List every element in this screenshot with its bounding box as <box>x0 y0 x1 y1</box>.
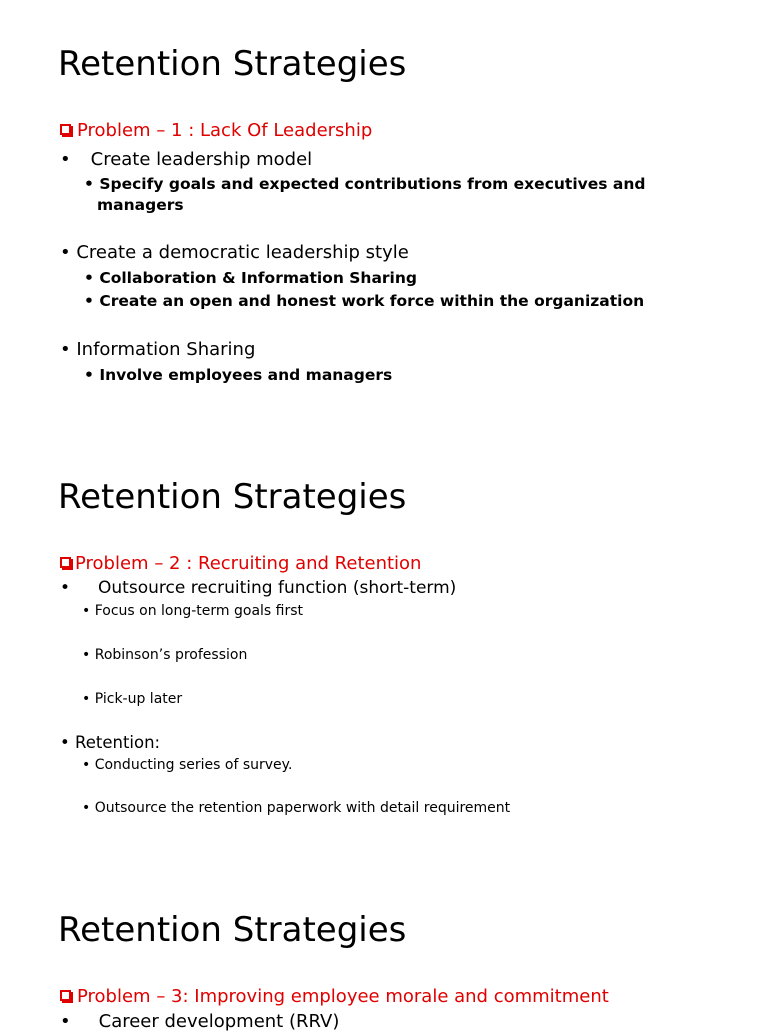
bullet-icon: • <box>84 292 94 310</box>
bullet-icon: • <box>60 733 70 752</box>
slide-2-subitem-3: • Pick-up later <box>82 691 183 707</box>
slide-1-subitem-1-continued: managers <box>97 196 184 214</box>
slide-3-problem-heading: Problem – 3: Improving employee morale and commitment <box>60 986 609 1007</box>
checkbox-square-icon <box>60 124 71 135</box>
slide-2-subitem-1: • Focus on long-term goals first <box>82 603 304 619</box>
slide-1-item-2: • Create a democratic leadership style <box>60 242 409 263</box>
slide-2-subitem-4: • Conducting series of survey. <box>82 757 293 773</box>
slide-1-title: Retention Strategies <box>58 44 407 84</box>
slide-1-subitem-3: • Create an open and honest work force within the organization <box>84 292 645 310</box>
bullet-icon: • <box>82 603 91 619</box>
slide-2-problem-heading: Problem – 2 : Recruiting and Retention <box>60 553 421 574</box>
bullet-icon: • <box>82 757 91 773</box>
slide-1-problem-heading: Problem – 1 : Lack Of Leadership <box>60 120 372 141</box>
bullet-icon: • <box>60 1011 71 1032</box>
checkbox-square-icon <box>60 557 71 568</box>
slide-1-item-1: • Create leadership model <box>60 149 313 170</box>
bullet-icon: • <box>84 175 94 193</box>
bullet-icon: • <box>82 691 91 707</box>
slide-3-title: Retention Strategies <box>58 910 407 950</box>
bullet-icon: • <box>60 149 71 170</box>
bullet-icon: • <box>60 578 71 598</box>
bullet-icon: • <box>84 366 94 384</box>
checkbox-square-icon <box>60 990 71 1001</box>
slide-2-item-2: • Retention: <box>60 733 161 752</box>
bullet-icon: • <box>84 269 94 287</box>
slide-2-title: Retention Strategies <box>58 477 407 517</box>
slide-3-item-1: • Career development (RRV) <box>60 1011 340 1032</box>
slide-2-subitem-5: • Outsource the retention paperwork with detail requirement <box>82 800 511 816</box>
slide-1-subitem-4: • Involve employees and managers <box>84 366 393 384</box>
bullet-icon: • <box>82 647 91 663</box>
bullet-icon: • <box>60 339 71 360</box>
bullet-icon: • <box>60 242 71 263</box>
slide-1-subitem-1: • Specify goals and expected contributions from executives and <box>84 175 646 193</box>
slide-1-item-3: • Information Sharing <box>60 339 256 360</box>
bullet-icon: • <box>82 800 91 816</box>
slide-1-subitem-2: • Collaboration & Information Sharing <box>84 269 417 287</box>
slide-2-subitem-2: • Robinson’s profession <box>82 647 248 663</box>
slide-2-item-1: • Outsource recruiting function (short-term) <box>60 578 457 598</box>
